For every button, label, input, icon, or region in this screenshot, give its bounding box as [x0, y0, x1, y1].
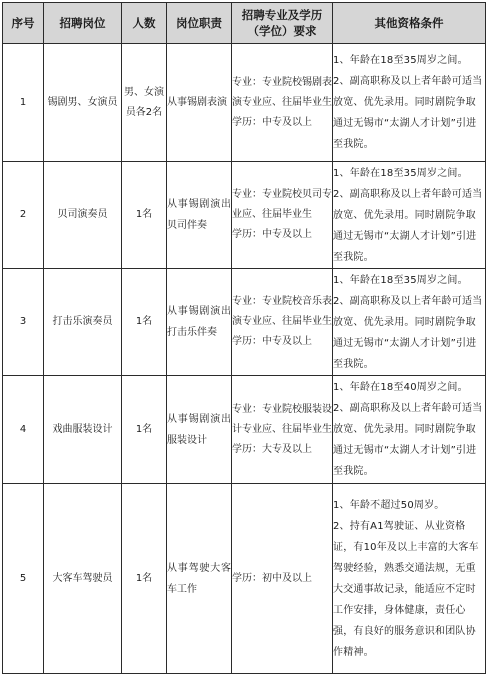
row-other-text: 1、年龄不超过50周岁。 2、持有A1驾驶证、从业资格证，有10年及以上丰富的大客车驾驶经验，熟悉交通法规，无重大交通事故记录，能适应不定时工作安排，身体健康，责任心强，有良好的服务意识和团队协作精神。 — [333, 499, 479, 658]
header-count: 人数 — [122, 3, 167, 44]
header-num: 序号 — [3, 3, 44, 44]
table-row — [3, 269, 486, 376]
row-major — [232, 376, 333, 484]
row-major — [232, 484, 333, 674]
row-num: 1 — [3, 44, 44, 162]
header-major — [232, 3, 333, 44]
row-duty: 从事锡剧演出打击乐伴奏 — [167, 269, 232, 376]
row-position: 贝司演奏员 — [44, 162, 122, 269]
row-major-text: 专业：专业院校音乐表演专业应、往届毕业生 学历：中专及以上 — [232, 296, 332, 347]
row-other-text: 1、年龄在18至40周岁之间。 2、副高职称及以上者年龄可适当放宽、优先录用。同时剧院争取通过无锡市“太湖人才计划”引进至我院。 — [333, 382, 483, 477]
row-major — [232, 162, 333, 269]
row-major — [232, 44, 333, 162]
row-duty: 从事驾驶大客车工作 — [167, 484, 232, 674]
header-row — [3, 3, 486, 44]
row-other — [333, 162, 486, 269]
table-row — [3, 44, 486, 162]
header-duty: 岗位职责 — [167, 3, 232, 44]
row-other — [333, 484, 486, 674]
row-count: 1名 — [122, 269, 167, 376]
row-position: 锡剧男、女演员 — [44, 44, 122, 162]
row-other-text: 1、年龄在18至35周岁之间。 2、副高职称及以上者年龄可适当放宽、优先录用。同时剧院争取通过无锡市“太湖人才计划”引进至我院。 — [333, 55, 483, 150]
row-other — [333, 269, 486, 376]
row-major-text: 专业：专业院校锡剧表演专业应、往届毕业生 学历：中专及以上 — [232, 76, 332, 128]
row-num: 5 — [3, 484, 44, 674]
row-major-text: 学历：初中及以上 — [232, 572, 312, 584]
row-position: 大客车驾驶员 — [44, 484, 122, 674]
row-num: 4 — [3, 376, 44, 484]
row-count: 男、女演员各2名 — [122, 44, 167, 162]
row-other-text: 1、年龄在18至35周岁之间。 2、副高职称及以上者年龄可适当放宽、优先录用。同时剧院争取通过无锡市“太湖人才计划”引进至我院。 — [333, 167, 483, 263]
row-major-text: 专业：专业院校服装设计专业应、往届毕业生 学历：大专及以上 — [232, 403, 332, 455]
row-other — [333, 44, 486, 162]
row-duty: 从事锡剧演出服装设计 — [167, 376, 232, 484]
row-count: 1名 — [122, 162, 167, 269]
row-major-text: 专业：专业院校贝司专业应、往届毕业生 学历：中专及以上 — [232, 189, 332, 240]
table-row — [3, 484, 486, 674]
header-other: 其他资格条件 — [333, 3, 486, 44]
header-position: 招聘岗位 — [44, 3, 122, 44]
row-other — [333, 376, 486, 484]
row-num: 3 — [3, 269, 44, 376]
row-major — [232, 269, 333, 376]
row-position: 戏曲服装设计 — [44, 376, 122, 484]
row-count: 1名 — [122, 376, 167, 484]
recruitment-table — [2, 2, 486, 674]
row-num: 2 — [3, 162, 44, 269]
row-count: 1名 — [122, 484, 167, 674]
row-duty: 从事锡剧演出贝司伴奏 — [167, 162, 232, 269]
table-row — [3, 162, 486, 269]
header-major-text: 招聘专业及学历 （学位）要求 — [241, 8, 323, 38]
row-position: 打击乐演奏员 — [44, 269, 122, 376]
row-duty: 从事锡剧表演 — [167, 44, 232, 162]
table-row — [3, 376, 486, 484]
row-other-text: 1、年龄在18至35周岁之间。 2、副高职称及以上者年龄可适当放宽、优先录用。同时剧院争取通过无锡市“太湖人才计划”引进至我院。 — [333, 274, 483, 370]
